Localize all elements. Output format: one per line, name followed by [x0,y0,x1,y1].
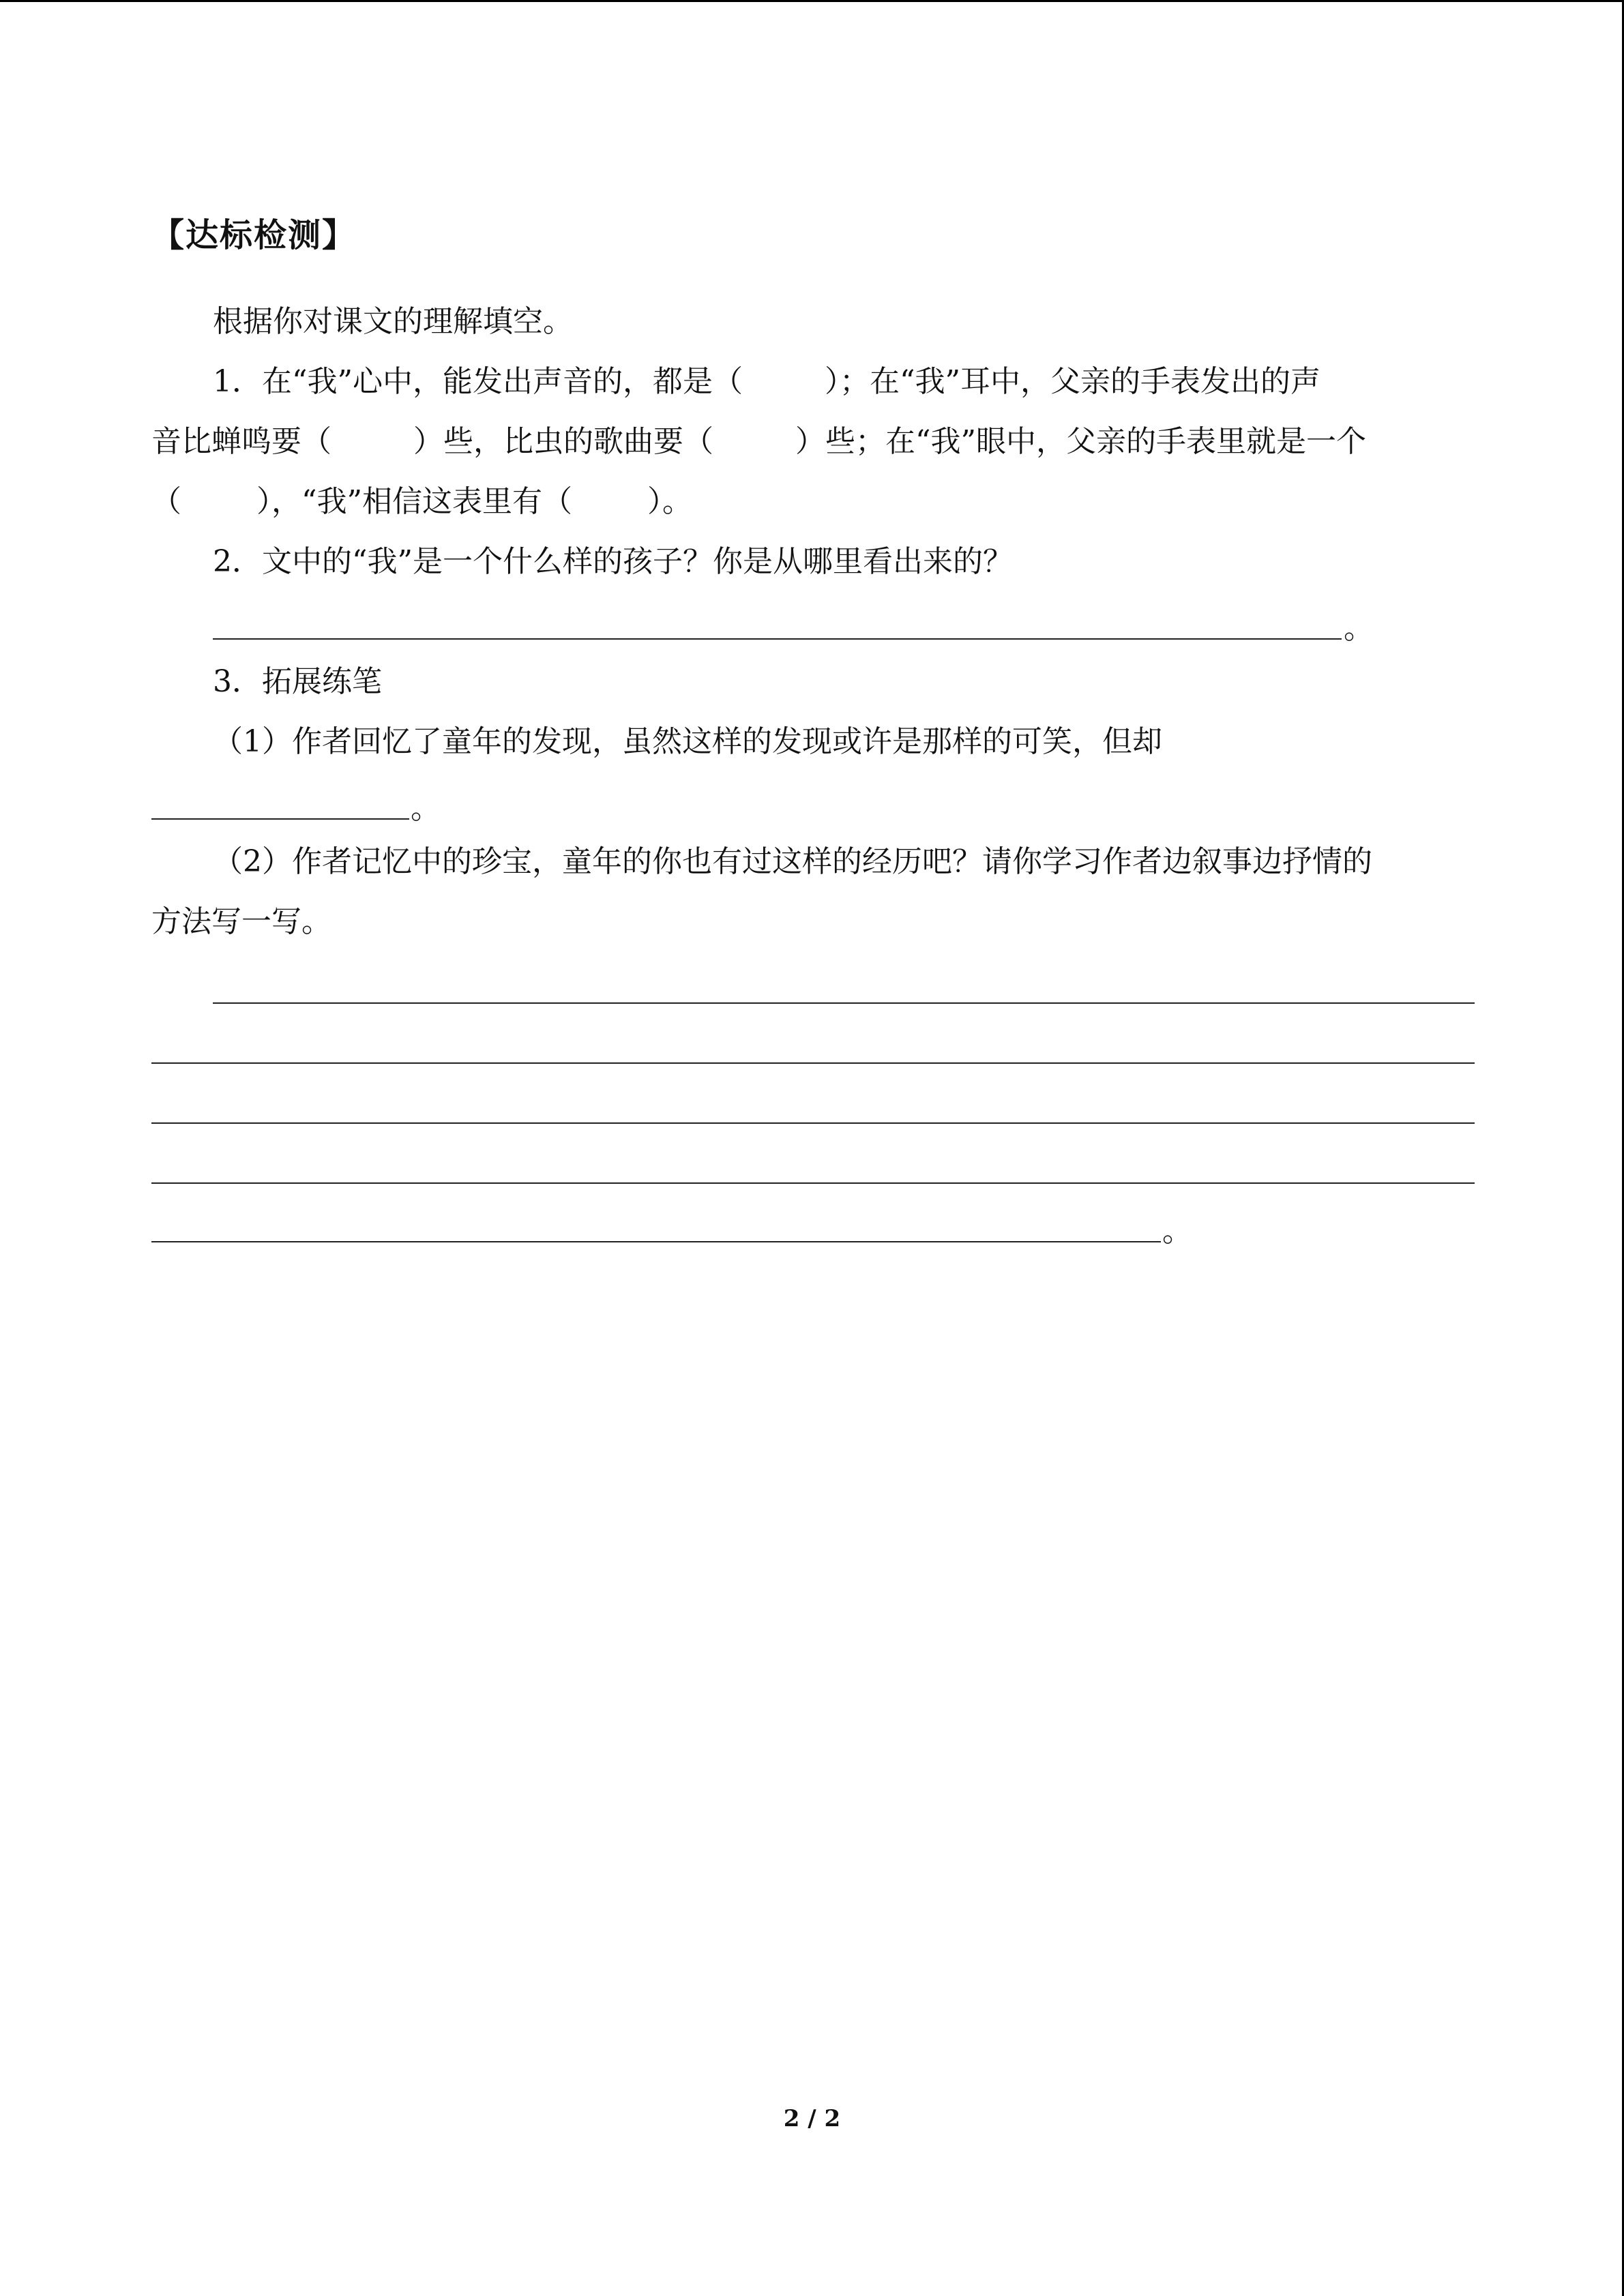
q3-sub1-end-mark: 。 [411,791,441,826]
q2-answer-line[interactable] [213,638,1342,640]
q3-sub1-answer-line[interactable] [151,818,409,820]
q1-text-part4: ）些，比虫的歌曲要（ [413,424,713,459]
q1-text-part2: ）；在“我”耳中，父亲的手表发出的声 [824,364,1320,399]
q1-text-part5: ）些；在“我”眼中，父亲的手表里就是一个 [795,424,1366,459]
q3-sub2-writing-line-3[interactable] [151,1122,1475,1124]
q3-sub2-end-mark: 。 [1162,1214,1192,1249]
page-top-border [0,0,1624,2]
q3-sub2-writing-line-4[interactable] [151,1182,1475,1184]
q2-end-mark: 。 [1344,611,1374,646]
q3-sub1-text: （1）作者回忆了童年的发现，虽然这样的发现或许是那样的可笑，但却 [213,724,1162,759]
section-title: 【达标检测】 [151,216,357,254]
q3-sub2-writing-line-2[interactable] [151,1062,1475,1064]
q3-sub2-writing-line-5[interactable] [151,1241,1161,1242]
q1-text-part1: 1．在“我”心中，能发出声音的，都是（ [213,364,743,399]
intro-text: 根据你对课文的理解填空。 [213,304,573,339]
q1-text-part8: ）。 [647,484,692,519]
q1-text-part3: 音比蝉鸣要（ [151,424,331,459]
q3-sub2-text-line2: 方法写一写。 [151,904,331,939]
q3-sub2-writing-line-1[interactable] [213,1002,1475,1004]
q1-text-part7: ），“我”相信这表里有（ [256,484,572,519]
q3-sub2-text-line1: （2）作者记忆中的珍宝，童年的你也有过这样的经历吧？请你学习作者边叙事边抒情的 [213,844,1372,879]
q1-line-3 [151,481,692,522]
page-number: 2 / 2 [783,2105,841,2132]
q1-line-2 [151,421,1366,462]
q1-line-1 [213,361,1320,402]
q3-heading: 3．拓展练笔 [213,664,382,699]
q2-question: 2．文中的“我”是一个什么样的孩子？你是从哪里看出来的？ [213,544,1013,579]
q1-text-part6: （ [151,484,181,519]
